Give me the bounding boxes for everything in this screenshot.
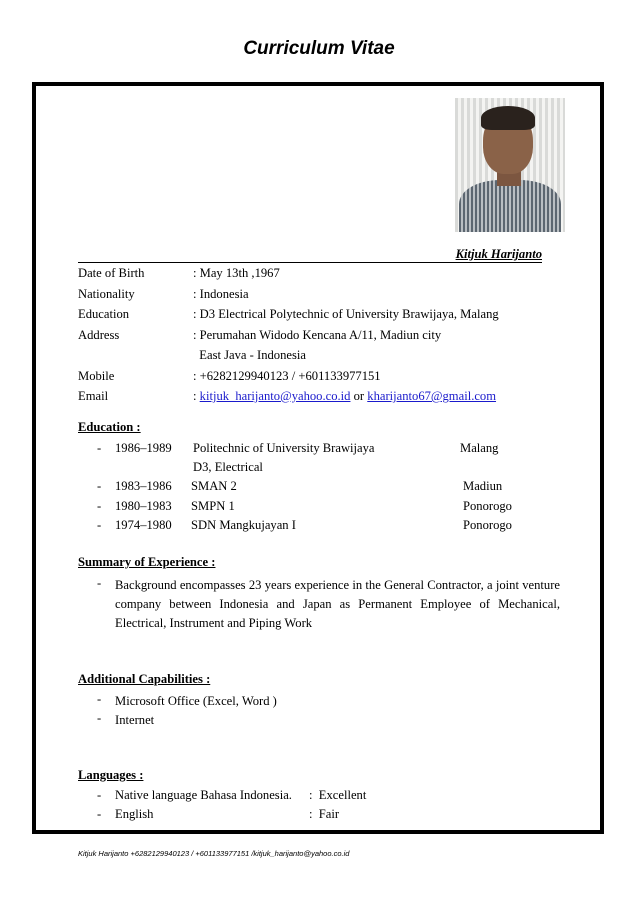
language-level: : Fair (309, 807, 340, 821)
list-dash: - (97, 576, 102, 590)
info-value (193, 389, 496, 404)
capabilities-heading: Additional Capabilities : (78, 672, 211, 686)
education-row-extra (97, 460, 527, 480)
edu-years: 1980–1983 (115, 499, 172, 513)
email-joiner: or (350, 389, 368, 403)
info-label: Email (78, 389, 109, 403)
education-row (97, 441, 527, 461)
info-value: : D3 Electrical Polytechnic of University Brawijaya, Malang (193, 307, 499, 321)
edu-city: Madiun (463, 479, 503, 493)
languages-heading: Languages : (78, 768, 144, 782)
edu-city: Ponorogo (463, 499, 512, 513)
list-dash: - (97, 807, 102, 821)
edu-city: Ponorogo (463, 518, 512, 532)
info-label: Date of Birth (78, 266, 145, 280)
info-value: : Perumahan Widodo Kencana A/11, Madiun city (193, 327, 442, 342)
edu-school: Politechnic of University Brawijaya (193, 441, 375, 455)
list-dash: - (97, 692, 102, 706)
email-prefix: : (193, 389, 200, 403)
capability-item: Internet (115, 713, 155, 727)
name-rule (78, 248, 542, 263)
education-row (97, 479, 527, 499)
language-name: Native language Bahasa Indonesia. (115, 788, 292, 802)
email-link-yahoo[interactable]: kitjuk_harijanto@yahoo.co.id (199, 389, 351, 403)
info-value: : May 13th ,1967 (193, 266, 280, 280)
person-name: Kitjuk Harijanto (455, 247, 542, 261)
info-label: Education (78, 307, 130, 321)
list-dash: - (97, 788, 102, 802)
edu-degree: D3, Electrical (193, 460, 263, 474)
document-title: Curriculum Vitae (243, 38, 395, 59)
edu-years: 1986–1989 (115, 441, 172, 455)
list-dash: - (97, 711, 102, 725)
info-value: : Indonesia (193, 286, 249, 301)
info-value: East Java - Indonesia (193, 348, 306, 362)
education-row (97, 518, 527, 538)
profile-photo (455, 98, 565, 232)
info-label: Mobile (78, 368, 115, 383)
photo-shirt (459, 180, 561, 232)
photo-hair (481, 106, 535, 130)
edu-school: SMPN 1 (191, 499, 235, 513)
education-row (97, 499, 527, 519)
experience-heading: Summary of Experience : (78, 555, 216, 569)
edu-school: SMAN 2 (191, 479, 237, 493)
page-footer: Kitjuk Harijanto +6282129940123 / +601133977151 /kitjuk_harijanto@yahoo.co.id (78, 849, 350, 858)
language-level: : Excellent (309, 788, 367, 802)
edu-years: 1983–1986 (115, 479, 172, 493)
list-dash: - (97, 479, 102, 493)
info-label: Nationality (78, 286, 135, 301)
edu-city: Malang (460, 441, 499, 455)
email-link-gmail[interactable]: kharijanto67@gmail.com (367, 389, 497, 403)
info-label: Address (78, 327, 120, 342)
list-dash: - (97, 499, 102, 513)
capability-item: Microsoft Office (Excel, Word ) (115, 694, 277, 708)
language-name: English (115, 807, 154, 821)
education-heading: Education : (78, 420, 141, 434)
experience-summary: Background encompasses 23 years experience in the General Contractor, a joint venture company between Indonesia and Japan as Permanent Employee of Mechanical, Electrical, Instrument and Piping Work (115, 578, 560, 630)
edu-years: 1974–1980 (115, 518, 172, 532)
list-dash: - (97, 441, 102, 455)
info-value: : +6282129940123 / +601133977151 (193, 368, 381, 383)
list-dash: - (97, 518, 102, 532)
edu-school: SDN Mangkujayan I (191, 518, 296, 532)
